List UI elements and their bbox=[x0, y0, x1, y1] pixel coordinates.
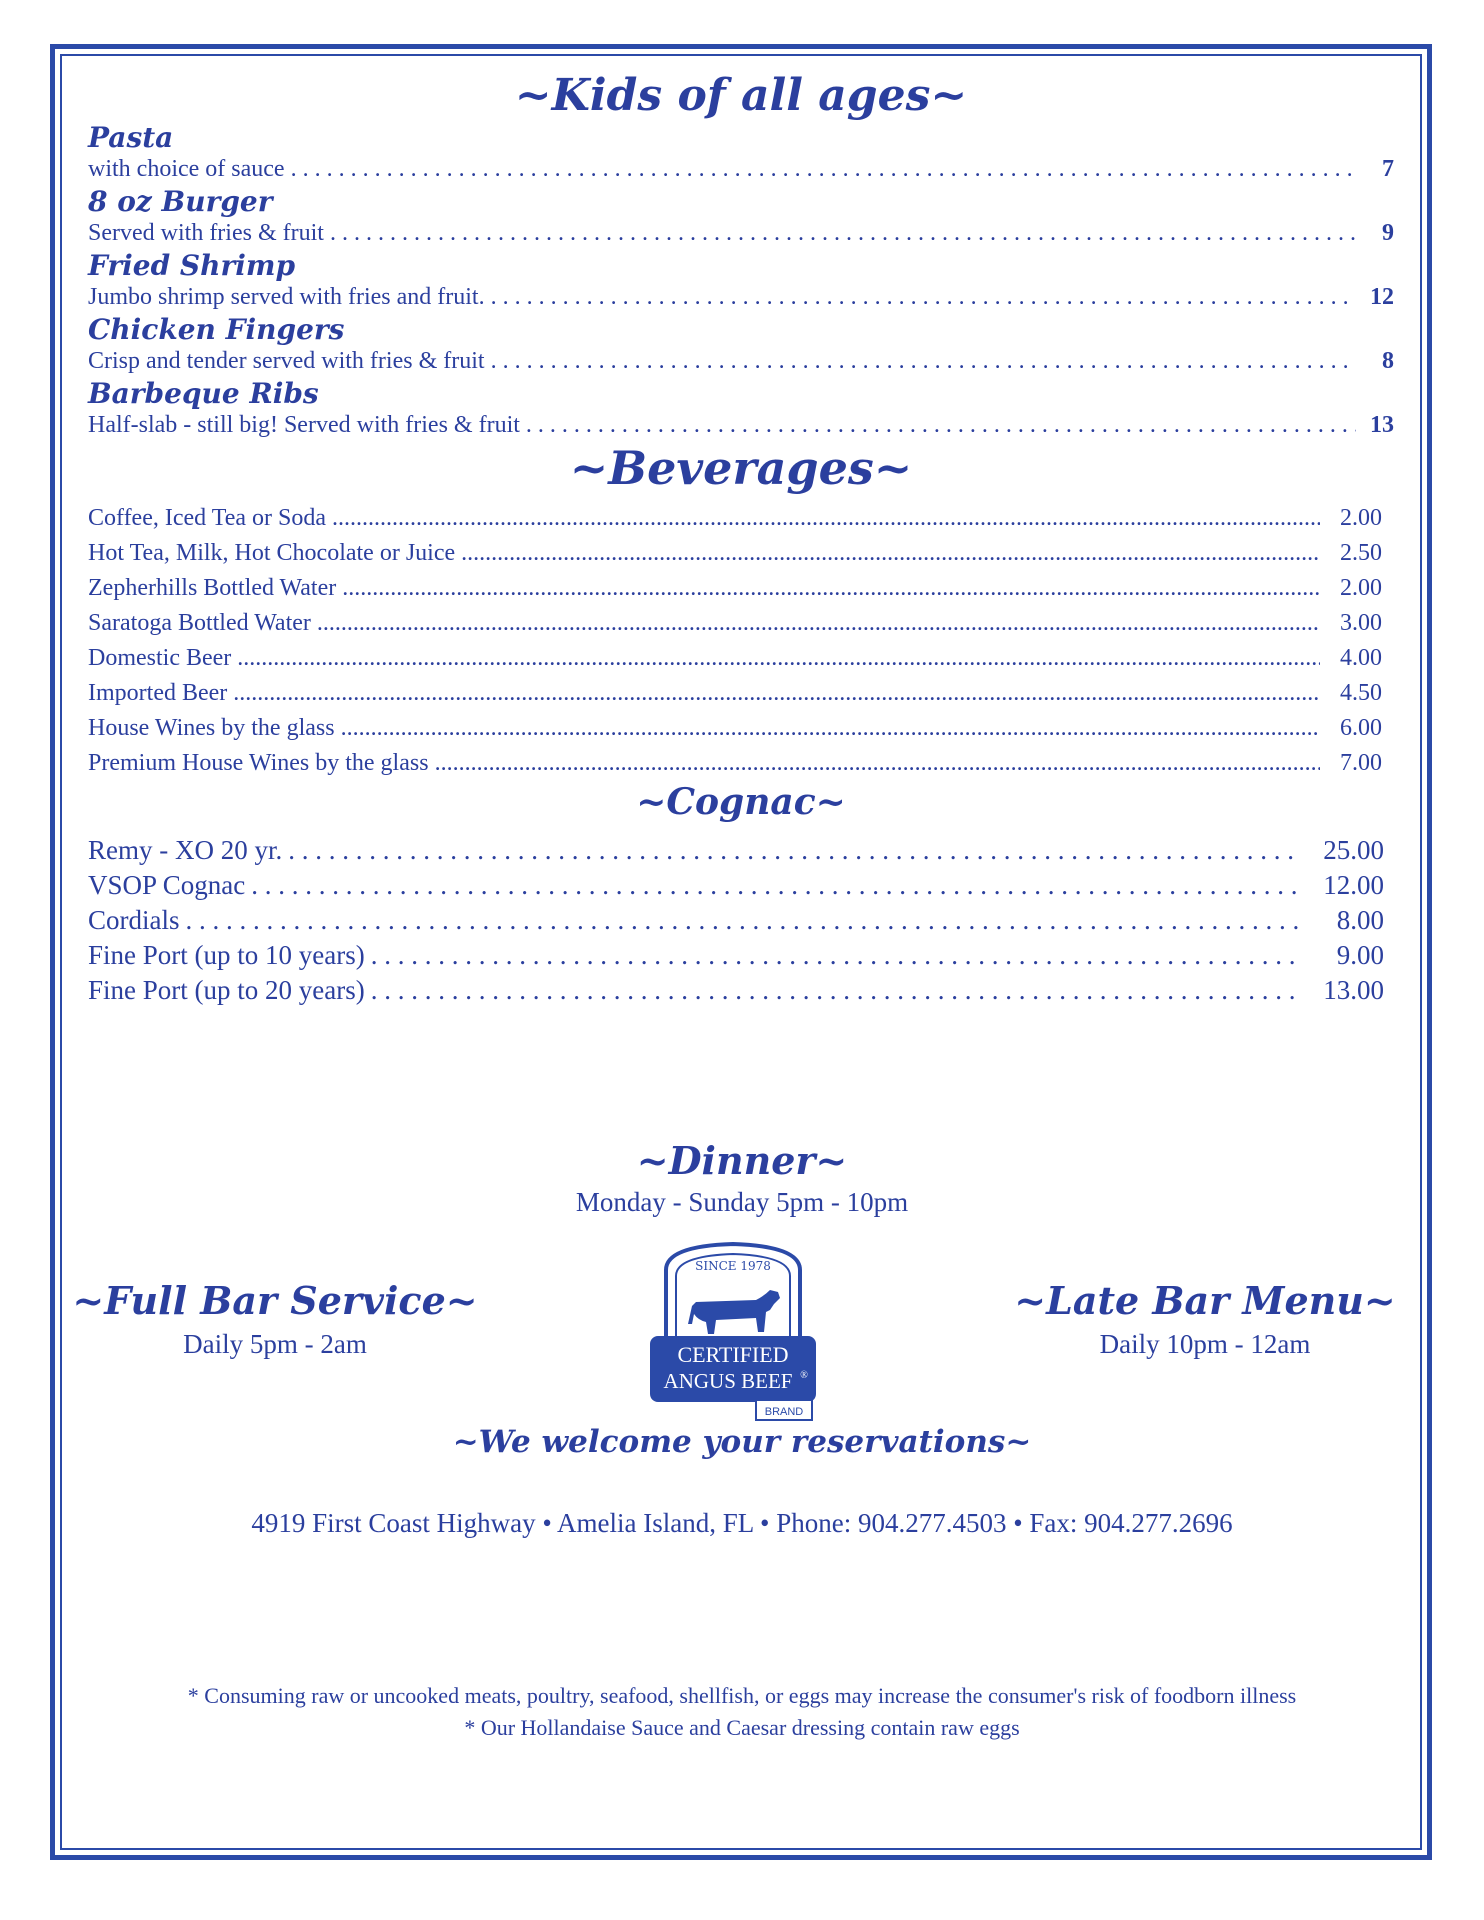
cognac-name: Fine Port (up to 20 years) bbox=[88, 975, 365, 1005]
beverage-row bbox=[88, 571, 1382, 606]
kids-item-chicken-fingers bbox=[88, 315, 1394, 377]
kids-item-name: Chicken Fingers bbox=[88, 313, 345, 346]
cognac-name: VSOP Cognac bbox=[88, 870, 246, 900]
kids-item-price: 7 bbox=[1382, 156, 1394, 182]
cognac-price: 8.00 bbox=[1336, 905, 1384, 935]
kids-item-desc: Jumbo shrimp served with fries and fruit. bbox=[88, 284, 485, 310]
dot-leader bbox=[341, 711, 1320, 746]
cognac-row bbox=[88, 833, 1384, 868]
certified-angus-beef-logo bbox=[646, 1240, 820, 1430]
logo-brand-text: BRAND bbox=[764, 1406, 804, 1418]
reservations-banner: ~We welcome your reservations~ bbox=[452, 1424, 1032, 1460]
kids-item-price: 8 bbox=[1382, 348, 1394, 374]
beverage-name: Premium House Wines by the glass bbox=[88, 750, 429, 776]
dot-leader bbox=[330, 217, 1356, 249]
beverage-name: Hot Tea, Milk, Hot Chocolate or Juice bbox=[88, 540, 456, 566]
cognac-row bbox=[88, 868, 1384, 903]
beverage-price: 7.00 bbox=[1340, 750, 1382, 776]
dinner-hours: Monday - Sunday 5pm - 10pm bbox=[575, 1187, 909, 1217]
cognac-name: Fine Port (up to 10 years) bbox=[88, 940, 365, 970]
logo-certified-text: CERTIFIED bbox=[677, 1342, 789, 1367]
cognac-price: 13.00 bbox=[1323, 975, 1384, 1005]
beverage-name: Coffee, Iced Tea or Soda bbox=[88, 505, 327, 531]
dinner-title: ~Dinner~ bbox=[636, 1138, 848, 1183]
kids-item-price: 12 bbox=[1370, 284, 1394, 310]
kids-item-desc: with choice of sauce bbox=[88, 156, 285, 182]
dot-leader bbox=[237, 641, 1320, 676]
late-bar-title: ~Late Bar Menu~ bbox=[1014, 1278, 1396, 1323]
dot-leader bbox=[317, 606, 1320, 641]
dot-leader bbox=[251, 868, 1302, 903]
beverages-section-title: ~Beverages~ bbox=[569, 441, 913, 495]
cognac-row bbox=[88, 938, 1384, 973]
kids-item-shrimp bbox=[88, 251, 1394, 313]
beverage-price: 3.00 bbox=[1340, 610, 1382, 636]
beverage-row bbox=[88, 641, 1382, 676]
dot-leader bbox=[435, 746, 1320, 781]
beverage-row bbox=[88, 711, 1382, 746]
beverage-row bbox=[88, 536, 1382, 571]
dot-leader bbox=[291, 153, 1356, 185]
beverage-row bbox=[88, 746, 1382, 781]
dot-leader bbox=[233, 676, 1320, 711]
address-line: 4919 First Coast Highway • Amelia Island, FL • Phone: 904.277.4503 • Fax: 904.277.2696 bbox=[251, 1508, 1233, 1538]
dot-leader bbox=[288, 833, 1302, 868]
kids-item-name: Fried Shrimp bbox=[88, 249, 296, 282]
logo-since-text: SINCE 1978 bbox=[695, 1259, 771, 1273]
kids-item-price: 13 bbox=[1370, 412, 1394, 438]
beverage-price: 2.50 bbox=[1340, 540, 1382, 566]
kids-item-desc: Half-slab - still big! Served with fries & fruit bbox=[88, 412, 520, 438]
beverage-price: 4.00 bbox=[1340, 645, 1382, 671]
kids-item-name: Barbeque Ribs bbox=[88, 377, 319, 410]
dot-leader bbox=[491, 281, 1356, 313]
dot-leader bbox=[342, 571, 1320, 606]
late-bar-hours: Daily 10pm - 12am bbox=[1099, 1329, 1311, 1359]
kids-section-title: ~Kids of all ages~ bbox=[514, 70, 968, 121]
dot-leader bbox=[526, 409, 1356, 441]
kids-item-price: 9 bbox=[1382, 220, 1394, 246]
beverage-row bbox=[88, 676, 1382, 711]
dot-leader bbox=[491, 345, 1356, 377]
cognac-name: Remy - XO 20 yr. bbox=[88, 835, 283, 865]
beverage-name: Saratoga Bottled Water bbox=[88, 610, 311, 636]
dinner-block bbox=[0, 1138, 1484, 1218]
logo-angus-beef-text: ANGUS BEEF bbox=[663, 1369, 793, 1393]
cognac-row bbox=[88, 973, 1384, 1008]
menu-content bbox=[88, 70, 1394, 1008]
beverage-price: 2.00 bbox=[1340, 505, 1382, 531]
cognac-price: 25.00 bbox=[1323, 835, 1384, 865]
full-bar-hours: Daily 5pm - 2am bbox=[183, 1329, 367, 1359]
kids-item-ribs bbox=[88, 379, 1394, 441]
dot-leader bbox=[371, 938, 1302, 973]
beverage-row bbox=[88, 501, 1382, 536]
kids-item-desc: Served with fries & fruit bbox=[88, 220, 324, 246]
cognac-section-title: ~Cognac~ bbox=[636, 781, 846, 823]
cognac-price: 9.00 bbox=[1336, 940, 1384, 970]
health-notes bbox=[0, 1680, 1484, 1744]
kids-item-name: Pasta bbox=[88, 121, 174, 154]
dot-leader bbox=[332, 501, 1320, 536]
health-note: * Our Hollandaise Sauce and Caesar dressing contain raw eggs bbox=[464, 1715, 1020, 1740]
logo-registered-mark: ® bbox=[800, 1370, 808, 1381]
dot-leader bbox=[186, 903, 1303, 938]
cognac-name: Cordials bbox=[88, 905, 180, 935]
cognac-list bbox=[88, 833, 1394, 1008]
health-note: * Consuming raw or uncooked meats, poultry, seafood, shellfish, or eggs may increase the consumer's risk of foodborn illness bbox=[187, 1683, 1297, 1708]
kids-item-burger bbox=[88, 187, 1394, 249]
cognac-price: 12.00 bbox=[1323, 870, 1384, 900]
late-bar-block bbox=[1000, 1278, 1410, 1360]
beverage-row bbox=[88, 606, 1382, 641]
beverage-price: 4.50 bbox=[1340, 680, 1382, 706]
beverage-name: House Wines by the glass bbox=[88, 715, 335, 741]
beverage-name: Imported Beer bbox=[88, 680, 228, 706]
cognac-row bbox=[88, 903, 1384, 938]
full-bar-title: ~Full Bar Service~ bbox=[72, 1278, 478, 1323]
full-bar-block bbox=[70, 1278, 480, 1360]
kids-item-desc: Crisp and tender served with fries & fruit bbox=[88, 348, 485, 374]
beverage-price: 6.00 bbox=[1340, 715, 1382, 741]
beverage-price: 2.00 bbox=[1340, 575, 1382, 601]
kids-item-pasta bbox=[88, 123, 1394, 185]
beverage-name: Zepherhills Bottled Water bbox=[88, 575, 337, 601]
beverages-list bbox=[88, 501, 1394, 781]
dot-leader bbox=[371, 973, 1302, 1008]
dot-leader bbox=[461, 536, 1320, 571]
kids-menu-list bbox=[88, 123, 1394, 441]
kids-item-name: 8 oz Burger bbox=[88, 185, 273, 218]
beverage-name: Domestic Beer bbox=[88, 645, 232, 671]
